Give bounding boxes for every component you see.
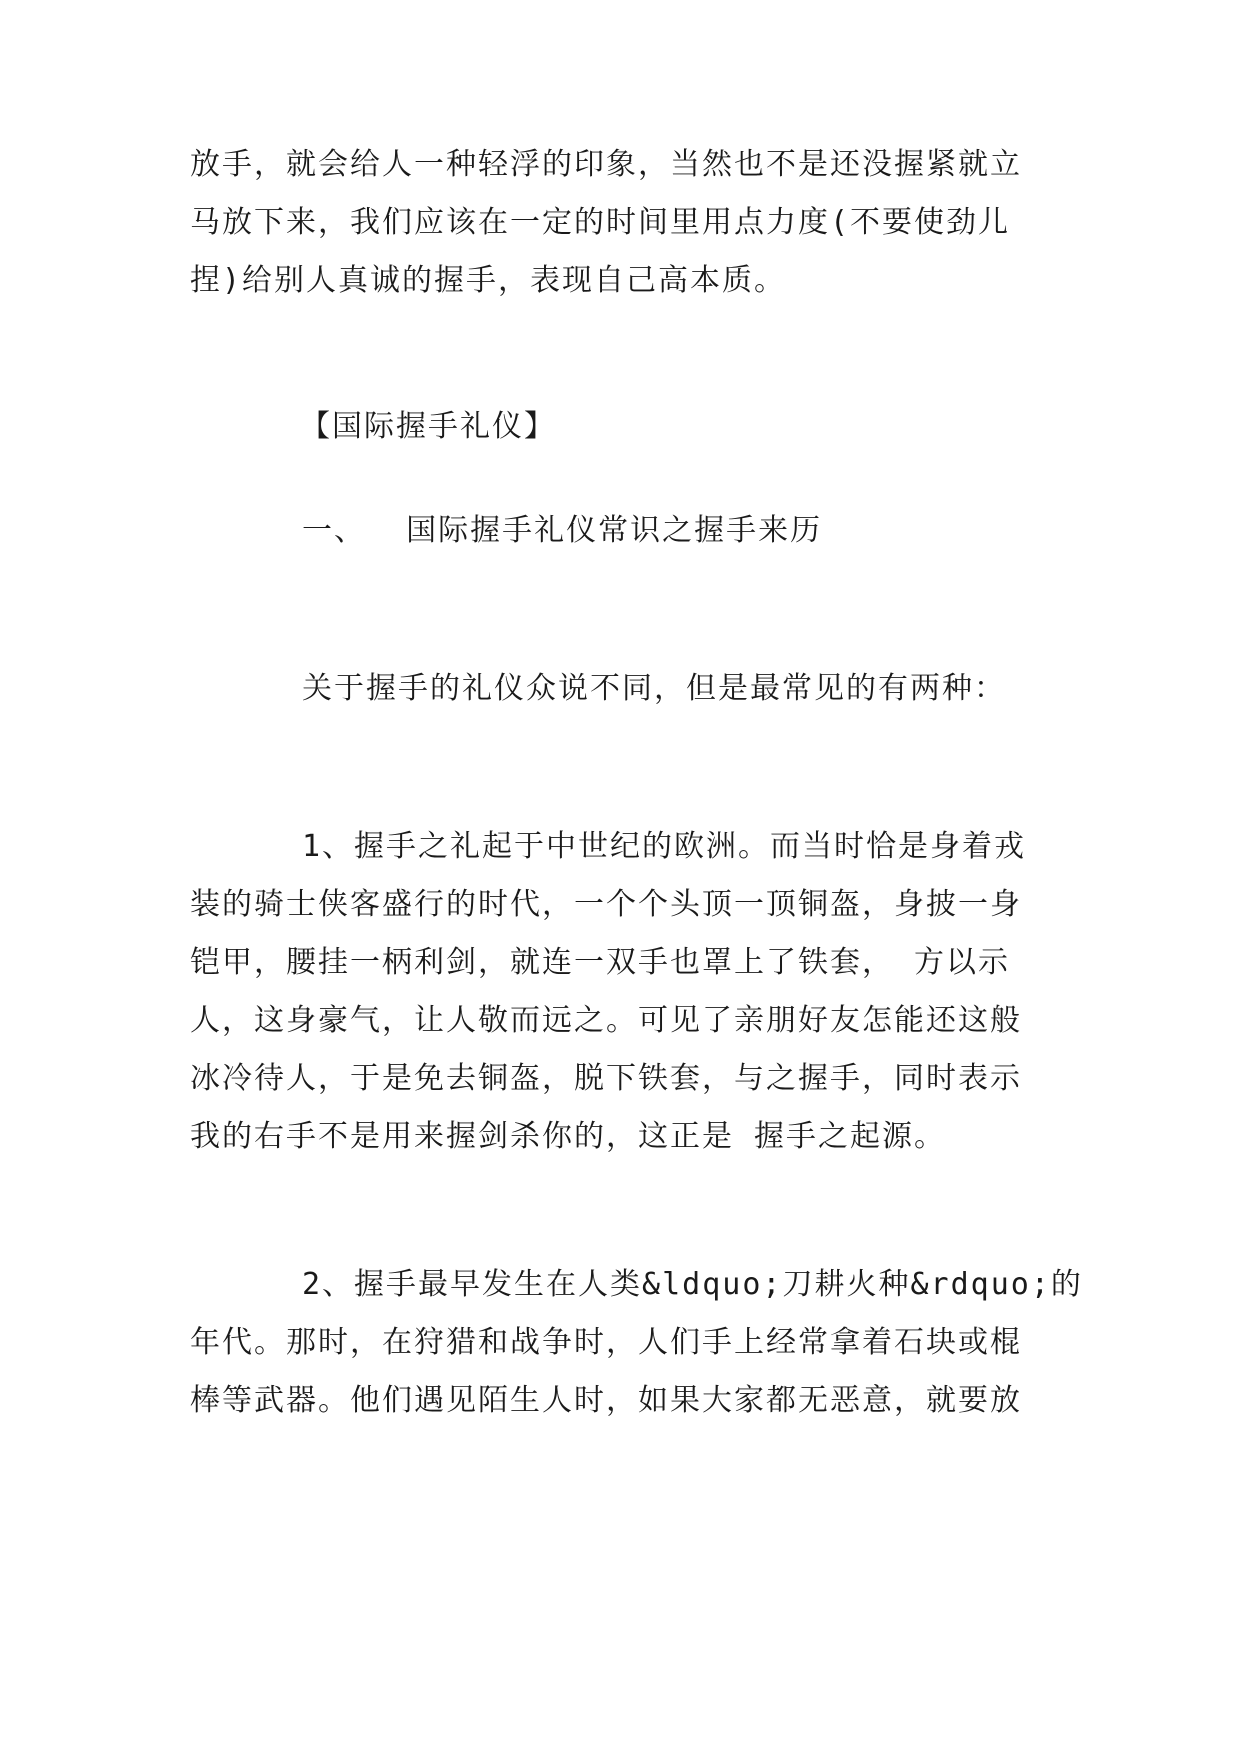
point1-line: 1、握手之礼起于中世纪的欧洲。而当时恰是身着戎 bbox=[302, 829, 1027, 864]
point2-line: 棒等武器。他们遇见陌生人时，如果大家都无恶意，就要放 bbox=[190, 1383, 1022, 1418]
point1-line: 铠甲，腰挂一柄利剑，就连一双手也罩上了铁套， 方以示 bbox=[190, 945, 1011, 980]
point1-line: 装的骑士侠客盛行的时代，一个个头顶一顶铜盔，身披一身 bbox=[190, 887, 1022, 922]
point1-line: 我的右手不是用来握剑杀你的，这正是 握手之起源。 bbox=[190, 1119, 947, 1154]
paragraph-line: 放手，就会给人一种轻浮的印象，当然也不是还没握紧就立 bbox=[190, 147, 1022, 182]
subheading: 一、 国际握手礼仪常识之握手来历 bbox=[302, 513, 823, 548]
point1-line: 冰冷待人，于是免去铜盔，脱下铁套，与之握手，同时表示 bbox=[190, 1061, 1022, 1096]
point2-line: 年代。那时，在狩猎和战争时，人们手上经常拿着石块或棍 bbox=[190, 1325, 1022, 1360]
point2-line: 2、握手最早发生在人类&ldquo;刀耕火种&rdquo;的 bbox=[302, 1267, 1083, 1302]
section-title: 【国际握手礼仪】 bbox=[300, 409, 556, 444]
paragraph-line: 捏)给别人真诚的握手，表现自己高本质。 bbox=[190, 263, 787, 298]
paragraph-line: 马放下来，我们应该在一定的时间里用点力度(不要使劲儿 bbox=[190, 205, 1011, 240]
point1-line: 人，这身豪气，让人敬而远之。可见了亲朋好友怎能还这般 bbox=[190, 1003, 1022, 1038]
intro-paragraph: 关于握手的礼仪众说不同，但是最常见的有两种： bbox=[302, 671, 1006, 706]
